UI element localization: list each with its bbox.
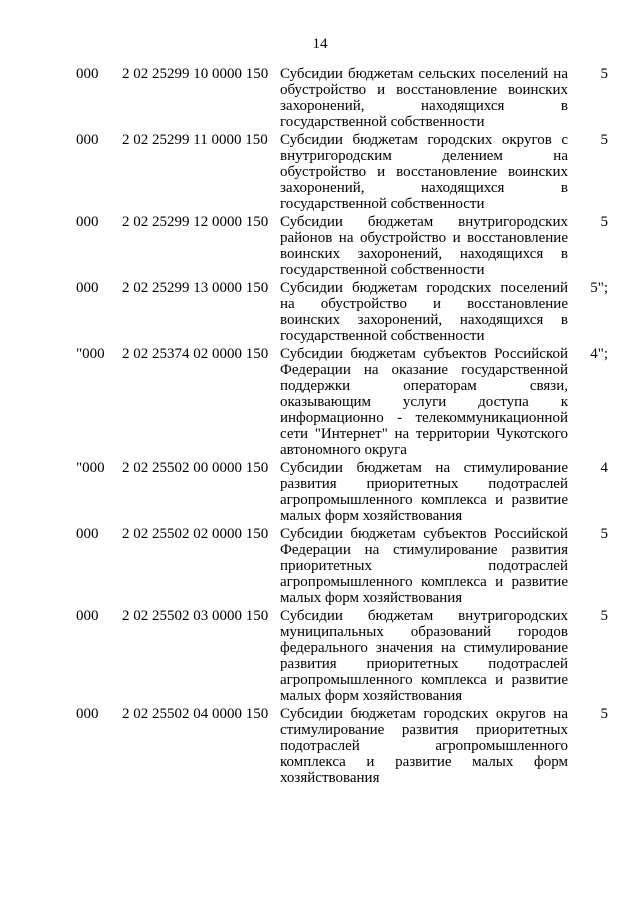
revenue-name-line: автономного округа [280, 442, 407, 458]
budget-classification-code: 2 02 25299 13 0000 150 [122, 280, 269, 296]
revenue-name [280, 214, 568, 278]
admin-code: 000 [76, 280, 99, 296]
revenue-name-line: агропромышленного комплекса и развитие [280, 574, 568, 590]
admin-code: "000 [76, 460, 105, 476]
norm-percent: 5 [600, 66, 608, 82]
norm-percent: 4"; [590, 346, 608, 362]
budget-classification-code: 2 02 25299 12 0000 150 [122, 214, 269, 230]
revenue-name [280, 66, 568, 130]
revenue-name [280, 460, 568, 524]
revenue-name-line: районов на обустройство и восстановление [280, 230, 568, 246]
revenue-name-line: малых форм хозяйствования [280, 590, 463, 606]
revenue-name-line: подотраслей агропромышленного [280, 738, 568, 754]
revenue-name-line: Субсидии бюджетам городских поселений [280, 280, 568, 296]
revenue-name [280, 608, 568, 704]
budget-classification-code: 2 02 25502 00 0000 150 [122, 460, 269, 476]
budget-classification-code: 2 02 25374 02 0000 150 [122, 346, 269, 362]
revenue-name-line: захоронений, находящихся в [280, 180, 568, 196]
table-row [76, 608, 608, 704]
revenue-name-line: развития приоритетных подотраслей [280, 476, 568, 492]
revenue-name [280, 280, 568, 344]
revenue-name-line: государственной собственности [280, 196, 485, 212]
norm-percent: 5 [600, 706, 608, 722]
revenue-name-line: Субсидии бюджетам сельских поселений на [280, 66, 568, 82]
norm-percent: 5"; [590, 280, 608, 296]
admin-code: 000 [76, 608, 99, 624]
revenue-name-line: муниципальных образований городов [280, 624, 568, 640]
revenue-name-line: стимулирование развития приоритетных [280, 722, 568, 738]
table-row [76, 132, 608, 212]
revenue-name-line: государственной собственности [280, 328, 485, 344]
revenue-name-line: сети "Интернет" на территории Чукотского [280, 426, 568, 442]
page-number: 14 [312, 36, 328, 52]
revenue-name [280, 132, 568, 212]
revenue-name-line: воинских захоронений, находящихся в [280, 246, 568, 262]
admin-code: "000 [76, 346, 105, 362]
table-row [76, 346, 608, 458]
revenue-name-line: государственной собственности [280, 114, 485, 130]
revenue-name-line: хозяйствования [280, 770, 380, 786]
revenue-name-line: информационно - телекоммуникационной [280, 410, 568, 426]
revenue-name-line: агропромышленного комплекса и развитие [280, 672, 568, 688]
budget-classification-code: 2 02 25502 04 0000 150 [122, 706, 269, 722]
norm-percent: 5 [600, 526, 608, 542]
norm-percent: 5 [600, 214, 608, 230]
admin-code: 000 [76, 66, 99, 82]
revenue-name-line: развития приоритетных подотраслей [280, 656, 568, 672]
revenue-name [280, 346, 568, 458]
table-row [76, 66, 608, 130]
revenue-name-line: комплекса и развитие малых форм [280, 754, 568, 770]
revenue-name-line: агропромышленного комплекса и развитие [280, 492, 568, 508]
revenue-name-line: Субсидии бюджетам внутригородских [280, 214, 568, 230]
admin-code: 000 [76, 214, 99, 230]
revenue-name-line: Субсидии бюджетам городских округов с [280, 132, 568, 148]
revenue-name-line: Субсидии бюджетам внутригородских [280, 608, 568, 624]
table-row [76, 460, 608, 524]
revenue-name-line: воинских захоронений, находящихся в [280, 312, 568, 328]
revenue-name-line: государственной собственности [280, 262, 485, 278]
revenue-name-line: федерального значения на стимулирование [280, 640, 568, 656]
revenue-name-line: Федерации на оказание государственной [280, 362, 568, 378]
revenue-name-line: на обустройство и восстановление [280, 296, 568, 312]
revenue-name-line: приоритетных подотраслей [280, 558, 568, 574]
revenue-name-line: обустройство и восстановление воинских [280, 164, 568, 180]
revenue-name-line: Субсидии бюджетам на стимулирование [280, 460, 568, 476]
revenue-name-line: Субсидии бюджетам городских округов на [280, 706, 568, 722]
budget-classification-code: 2 02 25299 11 0000 150 [122, 132, 268, 148]
revenue-name-line: поддержки операторам связи, [280, 378, 568, 394]
revenue-name-line: Субсидии бюджетам субъектов Российской [280, 346, 568, 362]
revenue-name-line: малых форм хозяйствования [280, 688, 463, 704]
revenue-name-line: захоронений, находящихся в [280, 98, 568, 114]
revenue-codes-table [76, 66, 608, 788]
norm-percent: 4 [600, 460, 608, 476]
revenue-name-line: оказывающим услуги доступа к [280, 394, 568, 410]
table-row [76, 526, 608, 606]
budget-classification-code: 2 02 25299 10 0000 150 [122, 66, 269, 82]
budget-classification-code: 2 02 25502 03 0000 150 [122, 608, 269, 624]
revenue-name-line: Субсидии бюджетам субъектов Российской [280, 526, 568, 542]
norm-percent: 5 [600, 608, 608, 624]
table-row [76, 280, 608, 344]
revenue-name-line: малых форм хозяйствования [280, 508, 463, 524]
table-row [76, 214, 608, 278]
revenue-name [280, 706, 568, 786]
norm-percent: 5 [600, 132, 608, 148]
revenue-name-line: Федерации на стимулирование развития [280, 542, 568, 558]
revenue-name-line: обустройство и восстановление воинских [280, 82, 568, 98]
admin-code: 000 [76, 132, 99, 148]
admin-code: 000 [76, 706, 99, 722]
table-row [76, 706, 608, 786]
budget-classification-code: 2 02 25502 02 0000 150 [122, 526, 269, 542]
revenue-name-line: внутригородским делением на [280, 148, 568, 164]
admin-code: 000 [76, 526, 99, 542]
revenue-name [280, 526, 568, 606]
